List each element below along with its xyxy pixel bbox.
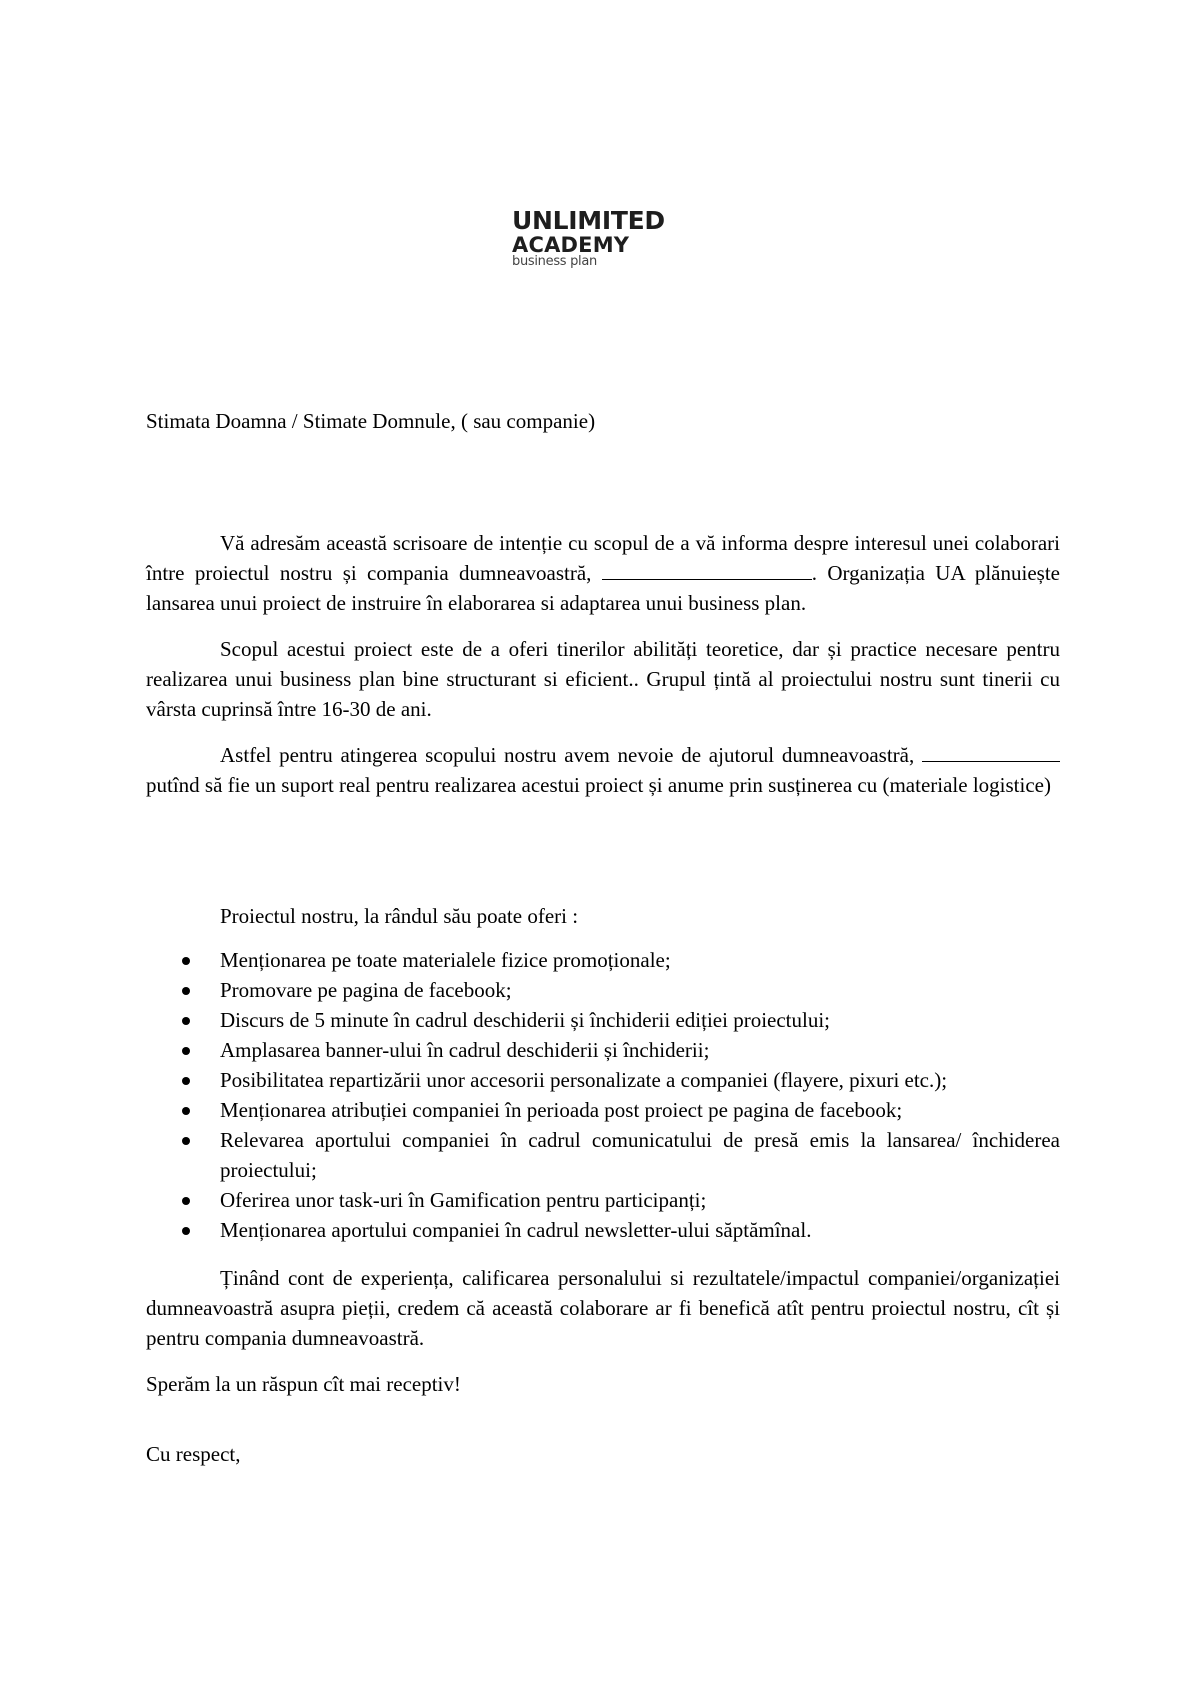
paragraph-support-part2: putînd să fie un suport real pentru realizarea acestui proiect și anume prin susținerea cu (materiale logistice): [146, 773, 1051, 797]
benefit-item: [146, 975, 1060, 1005]
paragraph-support: [146, 740, 1060, 800]
bullet-icon: [182, 1047, 190, 1055]
bullet-icon: [182, 957, 190, 965]
closing: Cu respect,: [146, 1442, 241, 1466]
logo-line-academy: ACADEMY: [512, 233, 630, 257]
benefit-text: Promovare pe pagina de facebook;: [220, 978, 512, 1002]
bullet-icon: [182, 1227, 190, 1235]
paragraph-intention-part1: Vă adresăm această scrisoare de intenție cu scopul de a vă informa despre interesul unei colaborari între proiectul nostru și compania dumneavoastră,: [146, 531, 1060, 585]
benefit-item: [146, 1035, 1060, 1065]
benefit-text: Menționarea aportului companiei în cadrul newsletter-ului săptămînal.: [220, 1218, 812, 1242]
paragraph-hope: Sperăm la un răspun cît mai receptiv!: [146, 1372, 461, 1396]
benefit-item: [146, 945, 1060, 975]
bullet-icon: [182, 1017, 190, 1025]
benefits-list: [146, 945, 1060, 1245]
unlimited-academy-logo: [512, 208, 712, 268]
paragraph-support-part1: Astfel pentru atingerea scopului nostru avem nevoie de ajutorul dumneavoastră,: [220, 743, 922, 767]
paragraph-intention-part2: . Organizația UA plănuiește lansarea unui proiect de instruire în elaborarea si adaptarea unui business plan.: [146, 561, 1060, 615]
bullet-icon: [182, 1077, 190, 1085]
benefit-item: [146, 1095, 1060, 1125]
support-blank: [922, 743, 1060, 762]
benefit-item: [146, 1185, 1060, 1215]
benefit-text: Amplasarea banner-ului în cadrul deschiderii și închiderii;: [220, 1038, 710, 1062]
bullet-icon: [182, 987, 190, 995]
paragraph-intention: [146, 528, 1060, 618]
benefit-item: [146, 1065, 1060, 1095]
company-name-blank: [602, 561, 812, 580]
benefit-item: [146, 1125, 1060, 1185]
bullet-icon: [182, 1137, 190, 1145]
paragraph-experience: Ținând cont de experiența, calificarea personalului si rezultatele/impactul companiei/organizației dumneavoastră asupra pieții, credem că această colaborare ar fi benefică atît pentru proiectul nostru, cît și pentru compania dumneavoastră.: [146, 1266, 1060, 1350]
salutation: Stimata Doamna / Stimate Domnule, ( sau companie): [146, 409, 596, 433]
benefit-text: Discurs de 5 minute în cadrul deschiderii și închiderii ediției proiectului;: [220, 1008, 831, 1032]
benefit-text: Menționarea atribuției companiei în perioada post proiect pe pagina de facebook;: [220, 1098, 903, 1122]
logo-line-business-plan: business plan: [512, 254, 597, 269]
letter-body: [146, 406, 1060, 1469]
paragraph-purpose: Scopul acestui proiect este de a oferi tinerilor abilități teoretice, dar și practice necesare pentru realizarea unui business plan bine structurant si eficient.. Grupul țintă al proiectului nostru sunt tinerii cu vârsta cuprinsă între 16-30 de ani.: [146, 637, 1060, 721]
logo-line-unlimited: UNLIMITED: [512, 206, 665, 235]
benefit-item: [146, 1005, 1060, 1035]
bullet-icon: [182, 1197, 190, 1205]
benefit-text: Oferirea unor task-uri în Gamification pentru participanți;: [220, 1188, 707, 1212]
benefit-text: Menționarea pe toate materialele fizice promoționale;: [220, 948, 671, 972]
bullet-icon: [182, 1107, 190, 1115]
benefit-text: Posibilitatea repartizării unor accesorii personalizate a companiei (flayere, pixuri etc.);: [220, 1068, 948, 1092]
benefits-intro: Proiectul nostru, la rândul său poate oferi :: [220, 904, 579, 928]
benefit-item: [146, 1215, 1060, 1245]
benefit-text: Relevarea aportului companiei în cadrul comunicatului de presă emis la lansarea/ închiderea proiectului;: [220, 1128, 1060, 1182]
